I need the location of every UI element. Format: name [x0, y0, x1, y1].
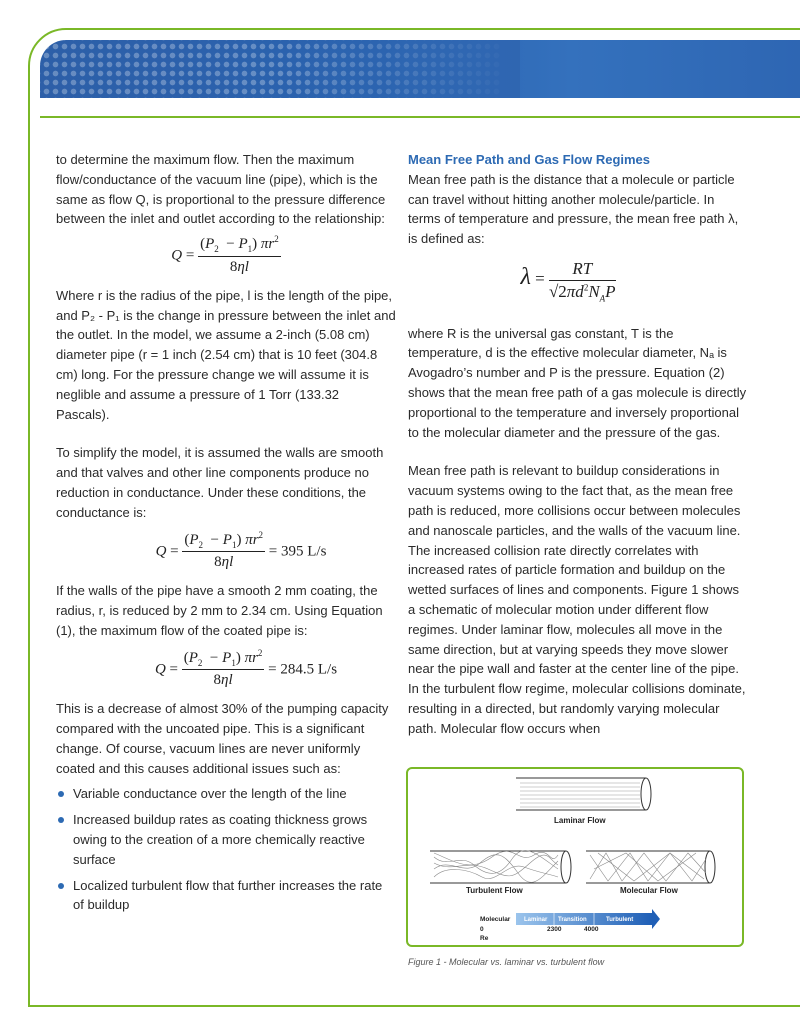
equation-conductance: Q = $\frac{(P_2 - P_1) \pi r^2}{8\eta l}$ = 395 L/s: [155, 529, 327, 571]
scale-turbulent-label: Turbulent: [606, 917, 634, 923]
right-paragraph-1: Mean free path is the distance that a molecule or particle can travel without hitting another molecule/particle. In terms of temperature and pressure, the mean free path λ, is defined as:: [408, 171, 739, 247]
laminar-pipe: [516, 778, 651, 825]
bullet-icon: [58, 817, 64, 823]
figure-1: [406, 767, 744, 947]
bullet-icon: [58, 791, 64, 797]
list-item: Variable conductance over the length of the line: [56, 784, 396, 804]
turbulent-flow-label: Turbulent Flow: [466, 886, 523, 895]
right-column: [408, 150, 748, 739]
turbulent-pipe: [430, 850, 571, 895]
tick-4000: 4000: [584, 926, 599, 933]
left-paragraph-3: To simplify the model, it is assumed the walls are smooth and that valves and other line components produce no reduction in conductance. Under these conditions, the conductance is:: [56, 445, 384, 520]
banner-fade: [280, 40, 520, 98]
molecular-pipe: [586, 851, 715, 895]
header-rule: [40, 116, 800, 118]
scale-laminar-label: Laminar: [524, 917, 548, 923]
section-heading: Mean Free Path and Gas Flow Regimes: [408, 152, 651, 167]
right-paragraph-2: where R is the universal gas constant, T is the temperature, d is the effective molecular diameter, Nₐ is Avogadro’s number and P is the pressure. Equation (2) shows that the mean free path of a gas molecule is directly proportional to the temperature and inversely proportional to the molecular diameter and the pressure of the gas.: [408, 325, 747, 440]
laminar-flow-label: Laminar Flow: [554, 816, 606, 825]
tick-2300: 2300: [547, 926, 562, 933]
header-banner: [40, 40, 800, 98]
list-item: Increased buildup rates as coating thickness grows owing to the creation of a more chemically reactive surface: [56, 810, 396, 869]
re-label: Re: [480, 935, 489, 942]
equation-1: Q = $\frac{(P_2 - P_1) \pi r^2}{8\eta l}$: [171, 234, 279, 275]
left-paragraph-1: to determine the maximum flow. Then the maximum flow/conductance of the vacuum line (pipe), which is the same as flow Q, is proportional to the pressure difference between the inlet and outlet according to the relationship:: [56, 152, 386, 227]
list-item: Localized turbulent flow that further increases the rate of buildup: [56, 876, 396, 916]
bullet-icon: [58, 883, 64, 889]
left-column: [56, 150, 396, 921]
equation-coated: Q = $\frac{(P_2 - P_1) \pi r^2}{8\eta l}$ = 284.5 L/s: [154, 647, 338, 689]
right-paragraph-3: Mean free path is relevant to buildup considerations in vacuum systems owing to the fact that, as the mean free path is reduced, more collisions occur between molecules and nanoscale particles, and the walls of the vacuum line. The increased collision rate directly correlates with increased rates of particle formation and buildup on the wetted surfaces of lines and components. Figure 1 shows a schematic of molecular motion under different flow regimes. Under laminar flow, molecules all move in the same direction, but at varying speeds they move slower near the pipe wall and faster at the center line of the pipe. In the turbulent flow regime, molecular collisions dominate, resulting in a directed, but randomly varying molecular path. Molecular flow occurs when: [408, 463, 746, 736]
issues-list: [56, 784, 396, 915]
left-paragraph-4: If the walls of the pipe have a smooth 2 mm coating, the radius, r, is reduced by 2 mm to 2.34 cm. Using Equation (1), the maximum flow of the coated pipe is:: [56, 583, 383, 638]
reynolds-scale: [480, 909, 660, 942]
scale-transition-label: Transition: [558, 917, 587, 923]
equation-2: λ = $\frac{RT}{√2\pi d^2N_AP}$: [520, 258, 616, 304]
figure-caption: Figure 1 - Molecular vs. laminar vs. turbulent flow: [408, 957, 605, 967]
left-paragraph-5: This is a decrease of almost 30% of the pumping capacity compared with the uncoated pipe. This is a significant change. Of course, vacuum lines are never uniformly coated and this causes additional issues such as:: [56, 701, 389, 776]
left-paragraph-2: Where r is the radius of the pipe, l is the length of the pipe, and P₂ - P₁ is the change in pressure between the inlet and the outlet. In the model, we assume a 2-inch (5.08 cm) diameter pipe (r = 1 inch (2.54 cm) that is 10 feet (304.8 cm) long. For the pressure change we will assume it is neglible and assume a pressure of 1 Torr (133.32 Pascals).: [56, 287, 396, 422]
tick-0: 0: [480, 926, 484, 933]
molecular-flow-label: Molecular Flow: [620, 886, 678, 895]
flow-schematic: [408, 769, 742, 945]
equation-conductance-result: = 395 L/s: [268, 543, 327, 560]
equation-coated-result: = 284.5 L/s: [268, 661, 338, 678]
scale-molecular-label: Molecular: [480, 916, 511, 923]
